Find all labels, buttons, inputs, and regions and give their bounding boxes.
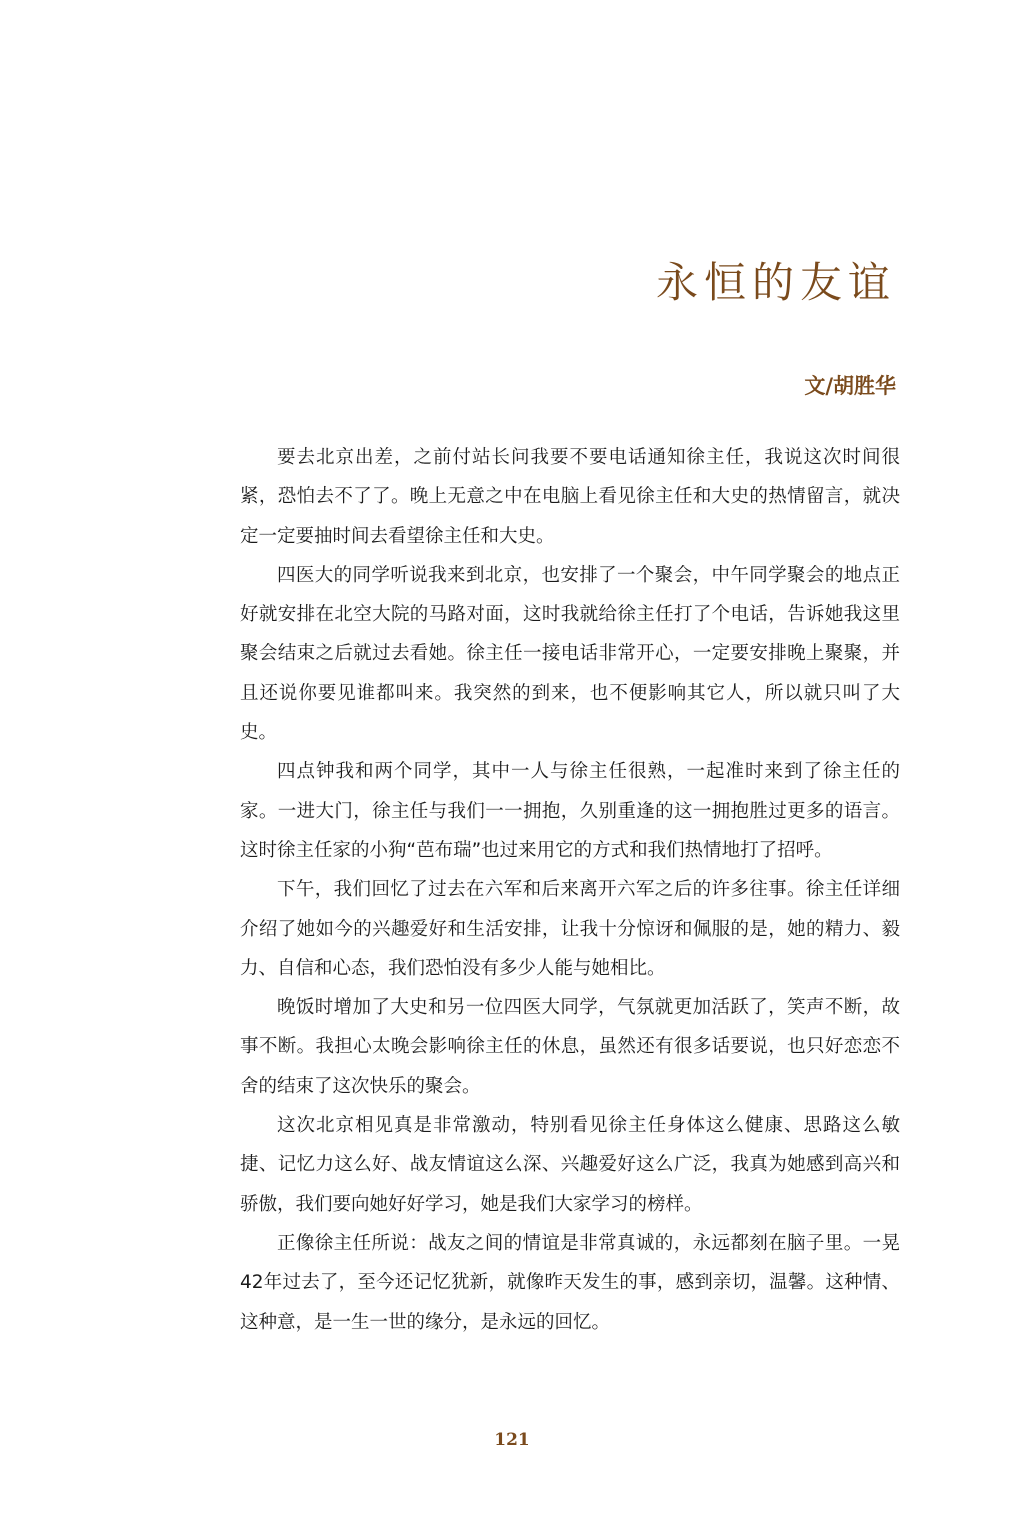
paragraph: 四点钟我和两个同学，其中一人与徐主任很熟，一起准时来到了徐主任的家。一进大门，徐主任与我们一一拥抱，久别重逢的这一拥抱胜过更多的语言。这时徐主任家的小狗“芭布瑞”也过来用它的方式和我们热情地打了招呼。 [240, 761, 900, 861]
paragraph: 下午，我们回忆了过去在六军和后来离开六军之后的许多往事。徐主任详细介绍了她如今的兴趣爱好和生活安排，让我十分惊讶和佩服的是，她的精力、毅力、自信和心态，我们恐怕没有多少人能与她相比。 [240, 879, 900, 979]
paragraph: 正像徐主任所说：战友之间的情谊是非常真诚的，永远都刻在脑子里。一晃42年过去了，至今还记忆犹新，就像昨天发生的事，感到亲切，温馨。这种情、这种意，是一生一世的缘分，是永远的回忆。 [240, 1232, 900, 1333]
paragraph: 四医大的同学听说我来到北京，也安排了一个聚会，中午同学聚会的地点正好就安排在北空大院的马路对面，这时我就给徐主任打了个电话，告诉她我这里聚会结束之后就过去看她。徐主任一接电话非常开心，一定要安排晚上聚聚，并且还说你要见谁都叫来。我突然的到来，也不便影响其它人，所以就只叫了大史。 [240, 564, 900, 744]
author-byline: 文/胡胜华 [804, 373, 896, 398]
paragraph: 晚饭时增加了大史和另一位四医大同学，气氛就更加活跃了，笑声不断，故事不断。我担心太晚会影响徐主任的休息，虽然还有很多话要说，也只好恋恋不舍的结束了这次快乐的聚会。 [240, 997, 900, 1097]
article-body [240, 438, 900, 1342]
page-number: 121 [494, 1430, 530, 1450]
paragraph: 要去北京出差，之前付站长问我要不要电话通知徐主任，我说这次时间很紧，恐怕去不了了。晚上无意之中在电脑上看见徐主任和大史的热情留言，就决定一定要抽时间去看望徐主任和大史。 [240, 447, 900, 547]
article-title: 永恒的友谊 [655, 258, 896, 307]
paragraph: 这次北京相见真是非常激动，特别看见徐主任身体这么健康、思路这么敏捷、记忆力这么好、战友情谊这么深、兴趣爱好这么广泛，我真为她感到高兴和骄傲，我们要向她好好学习，她是我们大家学习的榜样。 [240, 1115, 900, 1215]
